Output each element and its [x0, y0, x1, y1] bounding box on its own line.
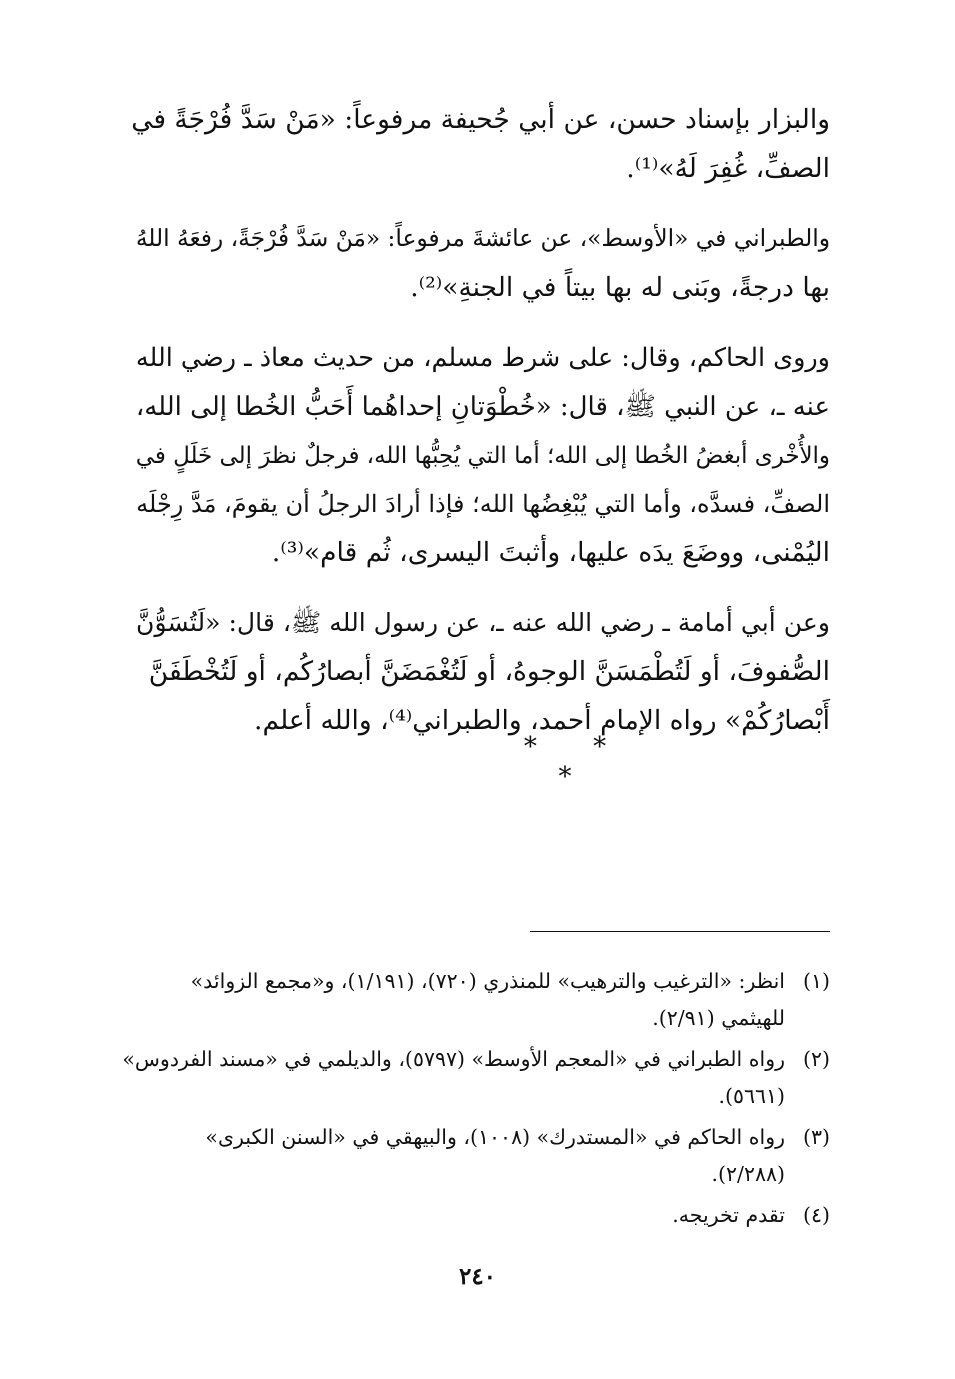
paragraph-2 — [125, 215, 830, 312]
footnote-number: (٣) — [802, 1125, 830, 1149]
paragraph-4 — [125, 599, 830, 745]
text-line: عنه ـ، عن النبي ﷺ، قال: «خُطْوَتانِ إحداهُما أَحَبُّ الخُطا إلى الله، — [135, 391, 830, 422]
footnote-number: (٢) — [802, 1047, 830, 1071]
footnote-2 — [122, 1041, 830, 1114]
main-text — [125, 96, 830, 767]
text-line: الصُّفوفَ، أو لَتُطْمَسَنَّ الوجوهُ، أو لَتُغْمَضَنَّ أبصارُكُم، أو لَتُخْطَفَنَّ — [148, 655, 830, 687]
text-line: أَبْصارُكُمْ» رواه الإمام أحمد، والطبراني⁽⁴⁾، والله أعلم. — [254, 704, 830, 736]
text-line: والأُخْرى أبغضُ الخُطا إلى الله؛ أما التي يُحِبُّها الله، فرجلٌ نظرَ إلى خَلَلٍ في — [135, 442, 830, 469]
text-line: اليُمْنى، ووضَعَ يدَه عليها، وأثبتَ اليسرى، ثُم قام»⁽³⁾. — [271, 536, 830, 568]
footnote-number: (٤) — [802, 1203, 830, 1227]
text-line: والطبراني في «الأوسط»، عن عائشةَ مرفوعاً: «مَنْ سَدَّ فُرْجَةً، رفعَهُ اللهُ — [135, 225, 830, 253]
text-line: الصفِّ، فسدَّه، وأما التي يُبْغِضُها الله؛ فإذا أرادَ الرجلُ أن يقومَ، مَدَّ رِجْلَه — [136, 490, 830, 519]
text-line: (٢/٢٨٨). — [711, 1161, 785, 1186]
text-line: والبزار بإسناد حسن، عن أبي جُحيفة مرفوعاً: «مَنْ سَدَّ فُرْجَةً في — [131, 104, 830, 135]
text-line: وروى الحاكم، وقال: على شرط مسلم، من حديث معاذ ـ رضي الله — [135, 343, 830, 374]
footnote-number: (١) — [802, 969, 830, 993]
text-line: للهيثمي (٢/٩١). — [652, 1005, 785, 1030]
footnote-text — [122, 1041, 785, 1114]
footnote-3 — [125, 1119, 830, 1192]
footnote-1 — [125, 963, 830, 1036]
text-line: تقدم تخريجه. — [672, 1203, 785, 1227]
footnote-text — [125, 1119, 785, 1192]
text-line: الصفِّ، غُفِرَ لَهُ»⁽¹⁾. — [626, 152, 830, 184]
paragraph-3 — [125, 334, 830, 577]
footnote-text — [125, 1197, 785, 1234]
footnote-rule — [530, 931, 830, 932]
text-line: انظر: «الترغيب والترهيب» للمنذري (٧٢٠)، (١/١٩١)، و«مجمع الزوائد» — [190, 969, 785, 993]
text-line: (٥٦٦١). — [718, 1083, 785, 1108]
paragraph-1 — [125, 96, 830, 193]
text-line: وعن أبي أمامة ـ رضي الله عنه ـ، عن رسول الله ﷺ، قال: «لَتُسَوُّنَّ — [136, 608, 830, 638]
text-line: رواه الحاكم في «المستدرك» (١٠٠٨)، والبيهقي في «السنن الكبرى» — [205, 1125, 785, 1149]
page-number: ٢٤٠ — [458, 1263, 497, 1290]
text-line: بها درجةً، وبَنى له بها بيتاً في الجنةِ»⁽²⁾. — [410, 271, 830, 303]
footnote-text — [125, 963, 785, 1036]
footnotes — [122, 963, 830, 1239]
footnote-4 — [125, 1197, 830, 1234]
section-separator: * * * — [523, 732, 631, 792]
text-line: رواه الطبراني في «المعجم الأوسط» (٥٧٩٧)، والديلمي في «مسند الفردوس» — [122, 1047, 785, 1071]
